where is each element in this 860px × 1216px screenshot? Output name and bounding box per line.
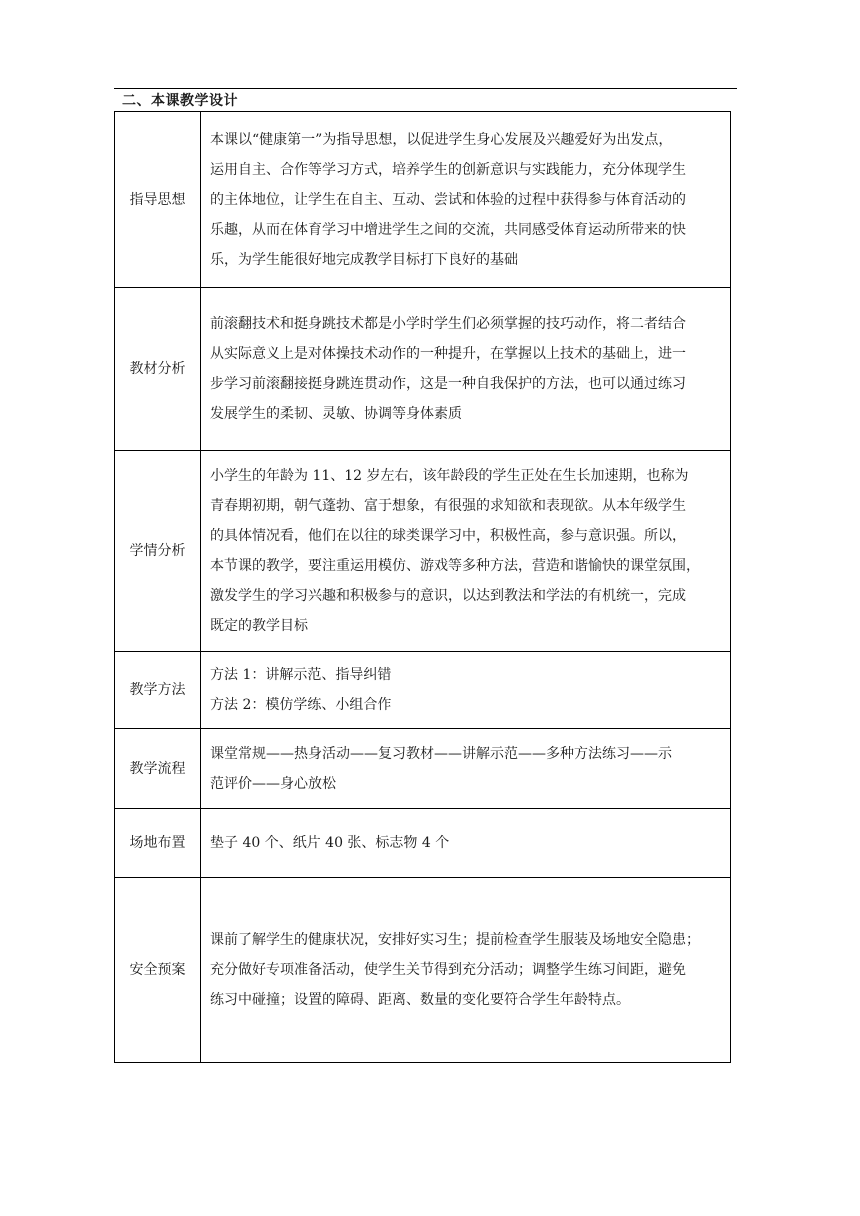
content-line: 乐，为学生能很好地完成教学目标打下良好的基础	[210, 251, 518, 268]
row-label: 教材分析	[115, 288, 201, 451]
row-content	[201, 878, 731, 1063]
table-row-material-analysis	[115, 288, 731, 451]
table-row-safety-plan	[115, 878, 731, 1063]
content-line: 既定的教学目标	[210, 618, 308, 634]
content-line: 本课以“健康第一”为指导思想，以促进学生身心发展及兴趣爱好为出发点，	[210, 131, 673, 148]
row-content	[201, 809, 731, 878]
content-line: 激发学生的学习兴趣和积极参与的意识，以达到教法和学法的有机统一，完成	[210, 588, 686, 604]
row-label: 场地布置	[115, 809, 201, 878]
row-content	[201, 288, 731, 451]
content-line: 步学习前滚翻接挺身跳连贯动作，这是一种自我保护的方法，也可以通过练习	[210, 376, 686, 392]
content-line: 课前了解学生的健康状况，安排好实习生；提前检查学生服装及场地安全隐患；	[210, 932, 700, 948]
content-line: 方法 1：讲解示范、指导纠错	[210, 667, 392, 683]
content-line: 前滚翻技术和挺身跳技术都是小学时学生们必须掌握的技巧动作，将二者结合	[210, 316, 686, 332]
table-row-guiding-ideology	[115, 112, 731, 288]
content-line: 运用自主、合作等学习方式，培养学生的创新意识与实践能力，充分体现学生	[210, 161, 686, 178]
row-label: 指导思想	[115, 112, 201, 288]
section-heading: 二、本课教学设计	[122, 93, 238, 109]
row-label: 教学流程	[115, 729, 201, 809]
row-label: 学情分析	[115, 451, 201, 652]
content-line: 充分做好专项准备活动，使学生关节得到充分活动；调整学生练习间距，避免	[210, 962, 686, 978]
table-row-student-analysis	[115, 451, 731, 652]
row-content	[201, 652, 731, 729]
content-line: 乐趣，从而在体育学习中增进学生之间的交流，共同感受体育运动所带来的快	[210, 221, 686, 238]
content-line: 练习中碰撞；设置的障碍、距离、数量的变化要符合学生年龄特点。	[210, 992, 630, 1008]
table-row-teaching-methods	[115, 652, 731, 729]
content-line: 范评价——身心放松	[210, 775, 336, 792]
table-row-venue-layout	[115, 809, 731, 878]
content-line: 青春期初期，朝气蓬勃、富于想象，有很强的求知欲和表现欲。从本年级学生	[210, 498, 686, 514]
content-line: 小学生的年龄为 11、12 岁左右，该年龄段的学生正处在生长加速期，也称为	[210, 468, 689, 484]
content-line: 本节课的教学，要注重运用模仿、游戏等多种方法，营造和谐愉快的课堂氛围，	[210, 558, 700, 574]
row-content	[201, 451, 731, 652]
row-content	[201, 112, 731, 288]
top-rule	[114, 88, 737, 89]
content-line: 的主体地位，让学生在自主、互动、尝试和体验的过程中获得参与体育活动的	[210, 191, 686, 208]
content-line: 发展学生的柔韧、灵敏、协调等身体素质	[210, 406, 462, 422]
content-line: 课堂常规——热身活动——复习教材——讲解示范——多种方法练习——示	[210, 745, 672, 762]
lesson-design-table	[114, 111, 731, 1063]
content-line: 的具体情况看，他们在以往的球类课学习中，积极性高，参与意识强。所以，	[210, 528, 686, 544]
row-label: 安全预案	[115, 878, 201, 1063]
content-line: 垫子 40 个、纸片 40 张、标志物 4 个	[210, 835, 450, 851]
content-line: 从实际意义上是对体操技术动作的一种提升，在掌握以上技术的基础上，进一	[210, 346, 686, 362]
table-row-teaching-process	[115, 729, 731, 809]
row-label: 教学方法	[115, 652, 201, 729]
row-content	[201, 729, 731, 809]
content-line: 方法 2：模仿学练、小组合作	[210, 697, 392, 713]
